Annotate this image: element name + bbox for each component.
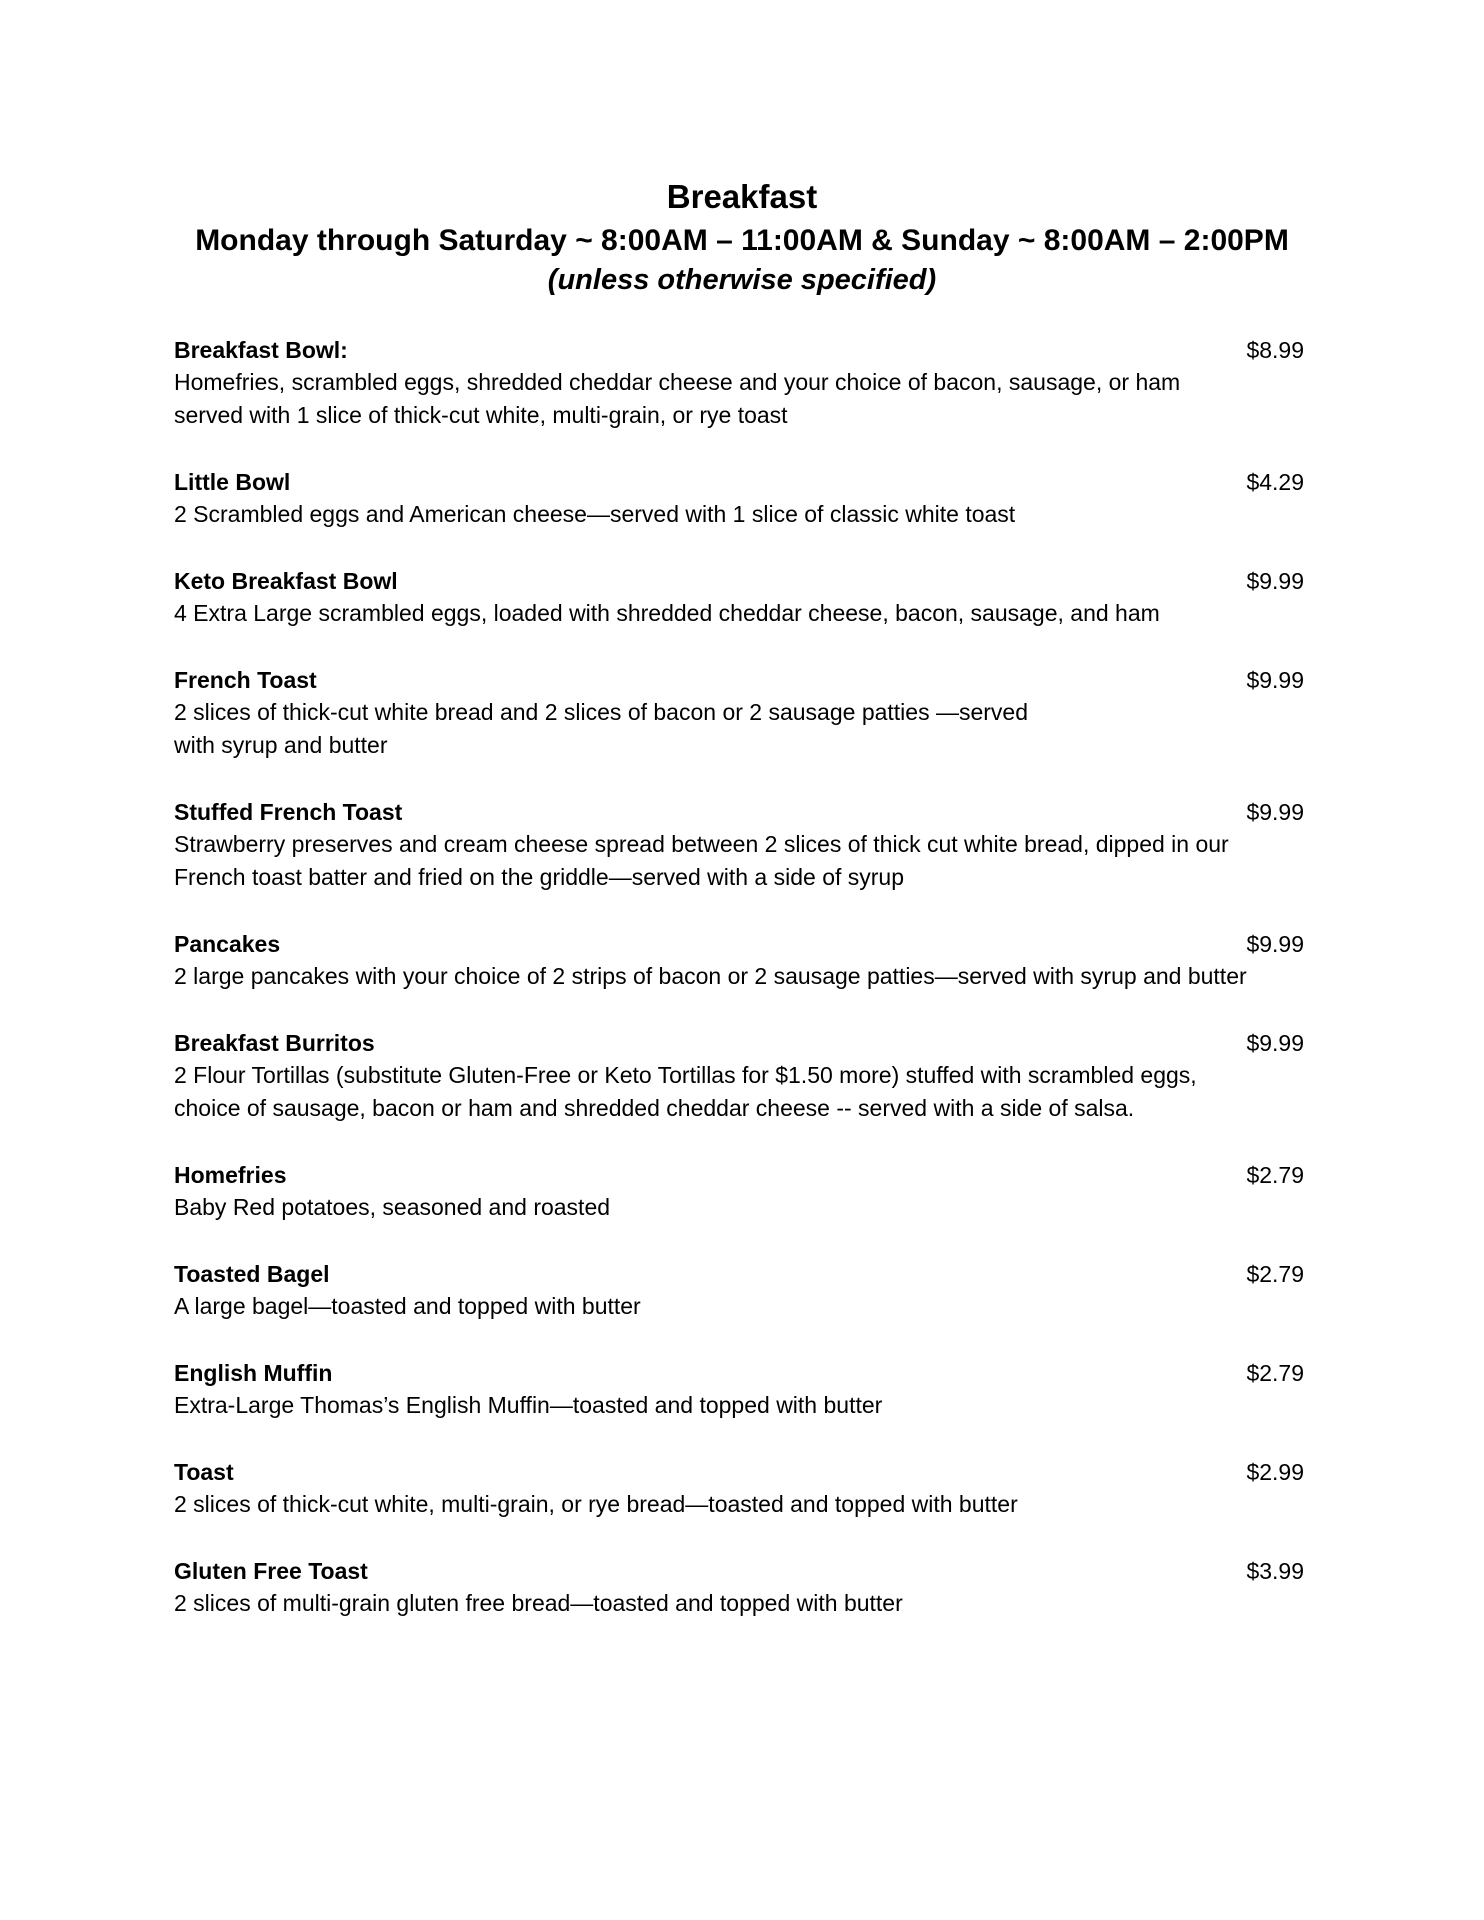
item-name: Homefries	[174, 1162, 287, 1188]
item-name: Pancakes	[174, 931, 281, 957]
item-description	[174, 828, 1304, 894]
item-price: $9.99	[1246, 1030, 1304, 1056]
description-line: Homefries, scrambled eggs, shredded cheddar cheese and your choice of bacon, sausage, or ham	[174, 369, 1181, 395]
item-price: $2.79	[1246, 1360, 1304, 1386]
description-line: with syrup and butter	[174, 732, 388, 758]
item-description	[174, 1488, 1304, 1521]
menu-item	[174, 928, 1304, 993]
description-line: 2 slices of thick-cut white, multi-grain, or rye bread—toasted and topped with butter	[174, 1491, 1018, 1517]
menu-item	[174, 1258, 1304, 1323]
menu-item	[174, 565, 1304, 630]
menu-item	[174, 466, 1304, 531]
menu-item	[174, 1555, 1304, 1620]
item-description	[174, 696, 1304, 762]
item-name: Little Bowl	[174, 469, 291, 495]
hours-note: (unless otherwise specified)	[547, 264, 937, 296]
item-description	[174, 366, 1304, 432]
item-price: $2.79	[1246, 1261, 1304, 1287]
item-description	[174, 1059, 1304, 1125]
item-price: $2.99	[1246, 1459, 1304, 1485]
description-line: Baby Red potatoes, seasoned and roasted	[174, 1194, 611, 1220]
menu-item	[174, 664, 1304, 762]
item-price: $9.99	[1246, 799, 1304, 825]
description-line: 2 large pancakes with your choice of 2 strips of bacon or 2 sausage patties—served with syrup and butter	[174, 963, 1247, 989]
item-description	[174, 1290, 1304, 1323]
menu-item	[174, 796, 1304, 894]
item-price: $9.99	[1246, 931, 1304, 957]
item-name: Breakfast Burritos	[174, 1030, 375, 1056]
item-name: Toasted Bagel	[174, 1261, 330, 1287]
description-line: Extra-Large Thomas’s English Muffin—toasted and topped with butter	[174, 1392, 883, 1418]
description-line: 2 slices of multi-grain gluten free bread—toasted and topped with butter	[174, 1590, 903, 1616]
item-name: Keto Breakfast Bowl	[174, 568, 398, 594]
item-name: Stuffed French Toast	[174, 799, 403, 825]
item-description	[174, 960, 1304, 993]
description-line: French toast batter and fried on the griddle—served with a side of syrup	[174, 864, 905, 890]
item-description	[174, 597, 1304, 630]
item-price: $4.29	[1246, 469, 1304, 495]
description-line: choice of sausage, bacon or ham and shredded cheddar cheese -- served with a side of salsa.	[174, 1095, 1135, 1121]
description-line: 2 slices of thick-cut white bread and 2 slices of bacon or 2 sausage patties —served	[174, 699, 1029, 725]
description-line: 2 Scrambled eggs and American cheese—served with 1 slice of classic white toast	[174, 501, 1016, 527]
page-title: Breakfast	[666, 178, 818, 215]
menu-item	[174, 334, 1304, 432]
item-price: $9.99	[1246, 667, 1304, 693]
item-price: $8.99	[1246, 337, 1304, 363]
menu-item	[174, 1357, 1304, 1422]
description-line: served with 1 slice of thick-cut white, multi-grain, or rye toast	[174, 402, 788, 428]
description-line: A large bagel—toasted and topped with butter	[174, 1293, 641, 1319]
service-hours: Monday through Saturday ~ 8:00AM – 11:00AM & Sunday ~ 8:00AM – 2:00PM	[195, 224, 1289, 257]
item-price: $2.79	[1246, 1162, 1304, 1188]
description-line: 2 Flour Tortillas (substitute Gluten-Free or Keto Tortillas for $1.50 more) stuffed with scrambled eggs,	[174, 1062, 1197, 1088]
item-price: $9.99	[1246, 568, 1304, 594]
item-name: Breakfast Bowl:	[174, 337, 348, 363]
item-description	[174, 498, 1304, 531]
menu-item	[174, 1027, 1304, 1125]
description-line: 4 Extra Large scrambled eggs, loaded with shredded cheddar cheese, bacon, sausage, and ham	[174, 600, 1160, 626]
item-description	[174, 1191, 1304, 1224]
item-name: Gluten Free Toast	[174, 1558, 368, 1584]
menu-item	[174, 1456, 1304, 1521]
description-line: Strawberry preserves and cream cheese spread between 2 slices of thick cut white bread, dipped in our	[174, 831, 1229, 857]
item-name: French Toast	[174, 667, 317, 693]
menu-list	[174, 334, 1304, 1654]
item-description	[174, 1587, 1304, 1620]
item-name: Toast	[174, 1459, 234, 1485]
item-price: $3.99	[1246, 1558, 1304, 1584]
item-name: English Muffin	[174, 1360, 333, 1386]
item-description	[174, 1389, 1304, 1422]
menu-item	[174, 1159, 1304, 1224]
